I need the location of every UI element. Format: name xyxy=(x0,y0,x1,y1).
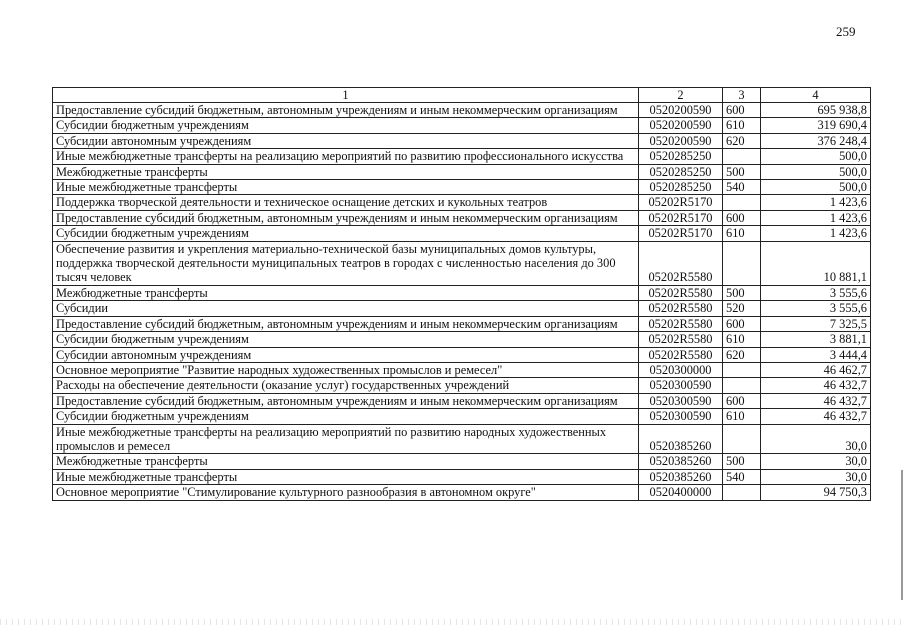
table-row xyxy=(53,424,871,454)
row-code-cell: 05202R5170 xyxy=(639,210,723,225)
row-code-cell: 05202R5580 xyxy=(639,301,723,316)
row-amount-cell: 500,0 xyxy=(761,180,871,195)
row-amount-cell: 30,0 xyxy=(761,424,871,454)
page-number: 259 xyxy=(836,24,856,39)
row-code-cell: 05202R5170 xyxy=(639,195,723,210)
row-name-cell: Предоставление субсидий бюджетным, автономным учреждениям и иным некоммерческим организациям xyxy=(53,393,639,408)
table-row xyxy=(53,347,871,362)
table-row xyxy=(53,164,871,179)
row-name-cell: Предоставление субсидий бюджетным, автономным учреждениям и иным некоммерческим организациям xyxy=(53,210,639,225)
table-row xyxy=(53,195,871,210)
row-expense-type-cell xyxy=(723,424,761,454)
row-expense-type-cell: 540 xyxy=(723,180,761,195)
table-row xyxy=(53,226,871,241)
row-amount-cell: 500,0 xyxy=(761,164,871,179)
row-code-cell: 05202R5580 xyxy=(639,347,723,362)
row-code-cell: 0520200590 xyxy=(639,118,723,133)
row-amount-cell: 30,0 xyxy=(761,469,871,484)
row-code-cell: 0520300590 xyxy=(639,409,723,424)
row-amount-cell: 1 423,6 xyxy=(761,210,871,225)
row-code-cell: 0520200590 xyxy=(639,133,723,148)
row-amount-cell: 3 555,6 xyxy=(761,301,871,316)
table-row xyxy=(53,241,871,285)
row-expense-type-cell: 520 xyxy=(723,301,761,316)
row-expense-type-cell: 600 xyxy=(723,210,761,225)
row-amount-cell: 46 432,7 xyxy=(761,393,871,408)
row-code-cell: 05202R5580 xyxy=(639,241,723,285)
row-name-cell: Субсидии бюджетным учреждениям xyxy=(53,409,639,424)
table-row xyxy=(53,210,871,225)
row-name-cell: Поддержка творческой деятельности и техническое оснащение детских и кукольных театров xyxy=(53,195,639,210)
row-name-cell: Субсидии бюджетным учреждениям xyxy=(53,332,639,347)
row-amount-cell: 46 432,7 xyxy=(761,409,871,424)
row-code-cell: 0520285250 xyxy=(639,149,723,164)
row-amount-cell: 30,0 xyxy=(761,454,871,469)
row-expense-type-cell: 500 xyxy=(723,164,761,179)
table-row xyxy=(53,362,871,377)
row-code-cell: 0520285250 xyxy=(639,180,723,195)
row-expense-type-cell xyxy=(723,149,761,164)
row-expense-type-cell: 600 xyxy=(723,103,761,118)
row-amount-cell: 500,0 xyxy=(761,149,871,164)
table-row xyxy=(53,469,871,484)
row-expense-type-cell: 500 xyxy=(723,285,761,300)
row-expense-type-cell: 610 xyxy=(723,332,761,347)
table-row xyxy=(53,285,871,300)
row-amount-cell: 3 555,6 xyxy=(761,285,871,300)
row-amount-cell: 376 248,4 xyxy=(761,133,871,148)
row-name-cell: Субсидии xyxy=(53,301,639,316)
row-name-cell: Обеспечение развития и укрепления материально-технической базы муниципальных домов культуры, поддержка творческой деятельности муниципальных театров в городах с численностью населения до 300 тысяч человек xyxy=(53,241,639,285)
row-name-cell: Межбюджетные трансферты xyxy=(53,285,639,300)
table-row xyxy=(53,485,871,500)
table-body xyxy=(53,103,871,501)
table-row xyxy=(53,316,871,331)
row-name-cell: Иные межбюджетные трансферты xyxy=(53,180,639,195)
row-name-cell: Межбюджетные трансферты xyxy=(53,164,639,179)
table-row xyxy=(53,149,871,164)
row-expense-type-cell: 600 xyxy=(723,393,761,408)
row-code-cell: 0520300590 xyxy=(639,393,723,408)
row-expense-type-cell xyxy=(723,241,761,285)
row-code-cell: 0520285250 xyxy=(639,164,723,179)
row-name-cell: Иные межбюджетные трансферты на реализацию мероприятий по развитию народных художественных промыслов и ремесел xyxy=(53,424,639,454)
row-code-cell: 05202R5170 xyxy=(639,226,723,241)
row-name-cell: Субсидии бюджетным учреждениям xyxy=(53,226,639,241)
table-header-row xyxy=(53,88,871,103)
row-expense-type-cell xyxy=(723,485,761,500)
row-expense-type-cell: 610 xyxy=(723,118,761,133)
row-expense-type-cell xyxy=(723,378,761,393)
row-name-cell: Субсидии автономным учреждениям xyxy=(53,133,639,148)
row-name-cell: Межбюджетные трансферты xyxy=(53,454,639,469)
row-code-cell: 0520385260 xyxy=(639,469,723,484)
table-row xyxy=(53,332,871,347)
row-amount-cell: 3 881,1 xyxy=(761,332,871,347)
table-row xyxy=(53,454,871,469)
header-col-3: 3 xyxy=(723,88,761,103)
row-amount-cell: 46 432,7 xyxy=(761,378,871,393)
row-name-cell: Иные межбюджетные трансферты xyxy=(53,469,639,484)
row-code-cell: 05202R5580 xyxy=(639,316,723,331)
row-amount-cell: 1 423,6 xyxy=(761,195,871,210)
row-amount-cell: 695 938,8 xyxy=(761,103,871,118)
header-col-1: 1 xyxy=(53,88,639,103)
row-code-cell: 0520385260 xyxy=(639,454,723,469)
row-expense-type-cell: 500 xyxy=(723,454,761,469)
row-name-cell: Предоставление субсидий бюджетным, автономным учреждениям и иным некоммерческим организациям xyxy=(53,316,639,331)
table-row xyxy=(53,378,871,393)
row-expense-type-cell: 620 xyxy=(723,347,761,362)
scan-noise xyxy=(0,619,905,625)
row-expense-type-cell xyxy=(723,195,761,210)
row-name-cell: Основное мероприятие "Развитие народных художественных промыслов и ремесел" xyxy=(53,362,639,377)
row-code-cell: 0520300000 xyxy=(639,362,723,377)
row-expense-type-cell: 540 xyxy=(723,469,761,484)
row-amount-cell: 7 325,5 xyxy=(761,316,871,331)
row-expense-type-cell xyxy=(723,362,761,377)
row-name-cell: Предоставление субсидий бюджетным, автономным учреждениям и иным некоммерческим организациям xyxy=(53,103,639,118)
header-col-4: 4 xyxy=(761,88,871,103)
table-row xyxy=(53,301,871,316)
table-row xyxy=(53,103,871,118)
row-expense-type-cell: 620 xyxy=(723,133,761,148)
budget-table xyxy=(52,87,871,501)
row-code-cell: 05202R5580 xyxy=(639,285,723,300)
row-expense-type-cell: 610 xyxy=(723,226,761,241)
row-name-cell: Субсидии автономным учреждениям xyxy=(53,347,639,362)
row-expense-type-cell: 600 xyxy=(723,316,761,331)
row-name-cell: Расходы на обеспечение деятельности (оказание услуг) государственных учреждений xyxy=(53,378,639,393)
header-col-2: 2 xyxy=(639,88,723,103)
table-row xyxy=(53,393,871,408)
row-name-cell: Субсидии бюджетным учреждениям xyxy=(53,118,639,133)
row-code-cell: 0520300590 xyxy=(639,378,723,393)
row-code-cell: 0520400000 xyxy=(639,485,723,500)
row-amount-cell: 319 690,4 xyxy=(761,118,871,133)
row-name-cell: Основное мероприятие "Стимулирование культурного разнообразия в автономном округе" xyxy=(53,485,639,500)
table-row xyxy=(53,118,871,133)
row-amount-cell: 10 881,1 xyxy=(761,241,871,285)
scan-edge xyxy=(901,470,903,600)
row-expense-type-cell: 610 xyxy=(723,409,761,424)
table-row xyxy=(53,180,871,195)
row-amount-cell: 1 423,6 xyxy=(761,226,871,241)
row-amount-cell: 46 462,7 xyxy=(761,362,871,377)
row-amount-cell: 94 750,3 xyxy=(761,485,871,500)
row-code-cell: 0520385260 xyxy=(639,424,723,454)
row-amount-cell: 3 444,4 xyxy=(761,347,871,362)
row-code-cell: 0520200590 xyxy=(639,103,723,118)
row-code-cell: 05202R5580 xyxy=(639,332,723,347)
table-row xyxy=(53,133,871,148)
row-name-cell: Иные межбюджетные трансферты на реализацию мероприятий по развитию профессионального искусства xyxy=(53,149,639,164)
table-row xyxy=(53,409,871,424)
